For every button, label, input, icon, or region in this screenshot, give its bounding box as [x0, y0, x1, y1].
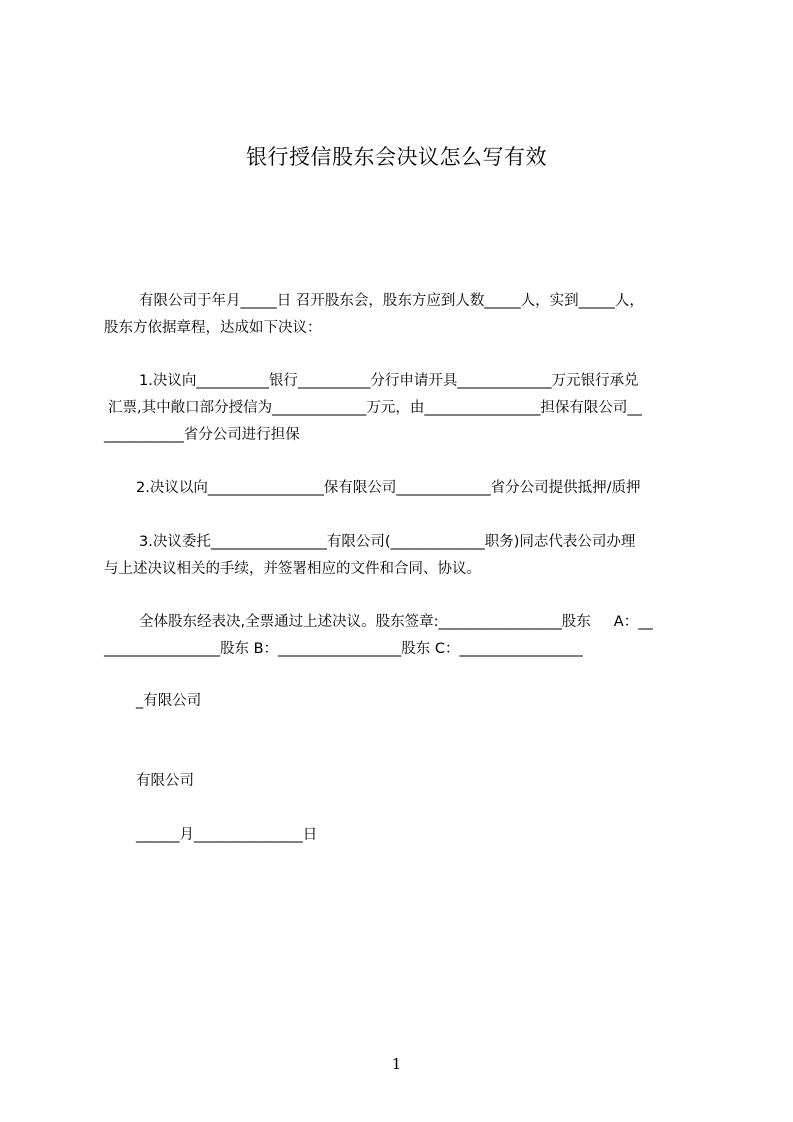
company-name-1: _有限公司 [136, 693, 202, 709]
item2-line-1: 2.决议以向________________保有限公司_____________省分公司提供抵押/质押 [136, 480, 641, 496]
item1-line-1: 1.决议向__________银行__________分行申请开具_____________万元银行承兑 [139, 373, 639, 389]
item3-line-1: 3.决议委托________________有限公司(_____________职务)同志代表公司办理 [139, 534, 636, 550]
document-title: 银行授信股东会决议怎么写有效 [246, 145, 547, 169]
item1-line-3: ___________省分公司进行担保 [104, 427, 300, 443]
company-name-2: 有限公司 [136, 773, 194, 789]
vote-line-2: ________________股东 B：_________________股东 C：_________________ [104, 641, 583, 657]
item1-line-2: 汇票,其中敞口部分授信为_____________万元，由________________担保有限公司__ [108, 400, 642, 416]
vote-line-1: 全体股东经表决,全票通过上述决议。股东签章:_________________股东 A：__ [139, 614, 653, 630]
intro-line-2: 股东方依据章程，达成如下决议： [104, 320, 322, 336]
item3-line-2: 与上述决议相关的手续，并签署相应的文件和合同、协议。 [104, 561, 481, 577]
date-line: ______月_______________日 [136, 827, 318, 843]
page-number: 1 [391, 1055, 402, 1073]
intro-line-1: 有限公司于年月_____日 召开股东会，股东方应到人数_____人，实到_____人， [139, 293, 644, 309]
